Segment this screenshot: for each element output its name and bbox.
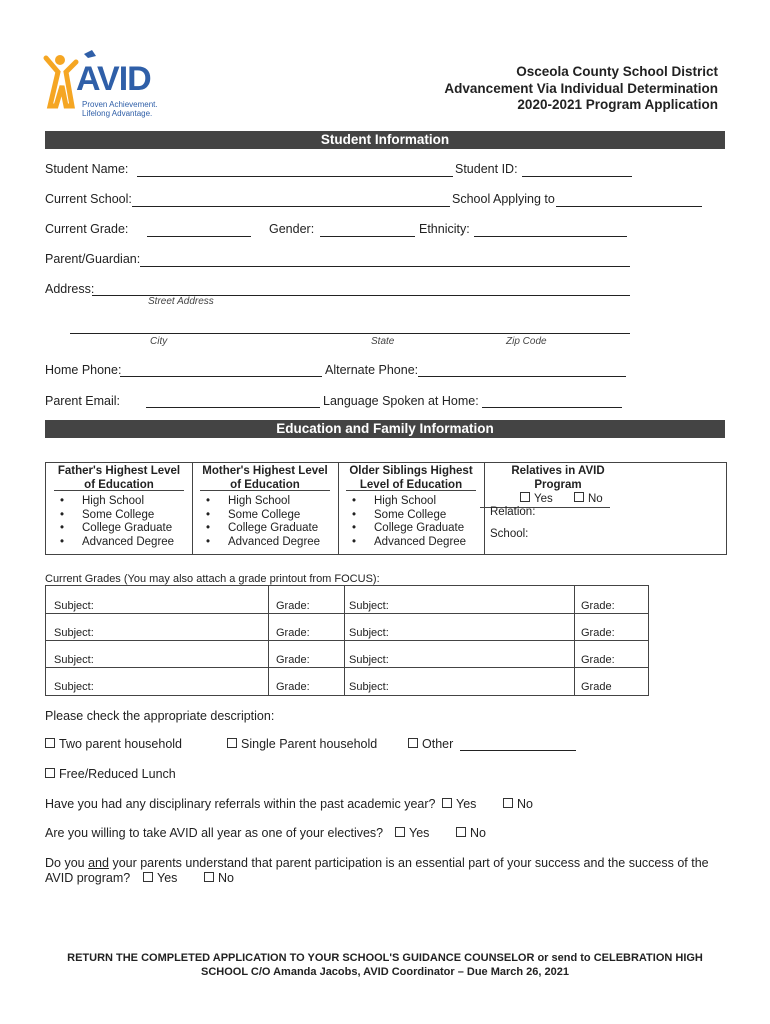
parent-email-label: Parent Email: bbox=[45, 394, 121, 408]
city-state-zip-field[interactable] bbox=[70, 333, 630, 334]
grades-row[interactable] bbox=[46, 667, 648, 694]
grades-row[interactable] bbox=[46, 640, 648, 668]
grade-label: Grade: bbox=[276, 600, 310, 612]
home-phone-label: Home Phone: bbox=[45, 363, 122, 377]
language-label: Language Spoken at Home: bbox=[323, 394, 479, 408]
logo-tagline-1: Proven Achievement. bbox=[82, 100, 158, 109]
participation-question-line1 bbox=[45, 856, 709, 870]
checkbox-icon[interactable] bbox=[143, 872, 153, 882]
relatives-header-1: Relatives in AVID bbox=[511, 465, 605, 477]
other-field[interactable] bbox=[460, 750, 576, 751]
father-header-1: Father's Highest Level bbox=[57, 465, 181, 477]
grades-table bbox=[45, 585, 649, 696]
no-label: No bbox=[517, 797, 533, 811]
ethnicity-label: Ethnicity: bbox=[419, 222, 470, 236]
header-district: Osceola County School District bbox=[516, 64, 718, 79]
education-table bbox=[45, 462, 727, 555]
current-grade-field[interactable] bbox=[147, 236, 251, 237]
yes-label: Yes bbox=[409, 826, 430, 840]
grade-label: Grade: bbox=[581, 600, 615, 612]
participation-question-line2: AVID program? bbox=[45, 871, 131, 885]
free-lunch-label: Free/Reduced Lunch bbox=[59, 767, 176, 781]
no-label: No bbox=[470, 826, 486, 840]
parent-guardian-field[interactable] bbox=[140, 266, 630, 267]
disciplinary-question: Have you had any disciplinary referrals within the past academic year? bbox=[45, 797, 436, 811]
q3-part-c: your parents understand that parent participation is an essential part of your success and the success of the bbox=[112, 856, 709, 870]
checkbox-icon[interactable] bbox=[442, 798, 452, 808]
logo-tagline-2: Lifelong Advantage. bbox=[82, 109, 153, 118]
checkbox-icon[interactable] bbox=[45, 738, 55, 748]
state-caption: State bbox=[371, 336, 395, 347]
student-name-label: Student Name: bbox=[45, 162, 129, 176]
checkbox-icon[interactable] bbox=[45, 768, 55, 778]
siblings-column bbox=[338, 463, 485, 554]
relatives-yes[interactable] bbox=[520, 492, 553, 505]
other-label: Other bbox=[422, 737, 454, 751]
subject-label: Subject: bbox=[54, 627, 94, 639]
avid-logo bbox=[42, 48, 162, 120]
option-some-college[interactable]: • Some College bbox=[60, 509, 174, 523]
relatives-no-label: No bbox=[588, 493, 603, 505]
disciplinary-no[interactable] bbox=[503, 797, 533, 811]
subject-label: Subject: bbox=[54, 600, 94, 612]
free-lunch-option[interactable] bbox=[45, 767, 176, 781]
subject-label: Subject: bbox=[349, 600, 389, 612]
option-advanced-degree[interactable]: • Advanced Degree bbox=[60, 536, 174, 550]
relatives-header-2: Program bbox=[534, 479, 582, 491]
grade-label: Grade: bbox=[581, 654, 615, 666]
school-label: School: bbox=[490, 528, 529, 540]
mother-header-1: Mother's Highest Level bbox=[202, 465, 328, 477]
elective-question: Are you willing to take AVID all year as one of your electives? bbox=[45, 826, 384, 840]
school-applying-label: School Applying to bbox=[452, 192, 555, 206]
header-application: 2020-2021 Program Application bbox=[517, 97, 718, 112]
relatives-column bbox=[484, 463, 632, 554]
participation-no[interactable] bbox=[204, 871, 234, 885]
city-caption: City bbox=[150, 336, 168, 347]
single-parent-label: Single Parent household bbox=[241, 737, 378, 751]
option-high-school[interactable]: • High School bbox=[206, 495, 320, 509]
option-college-graduate[interactable]: • College Graduate bbox=[352, 522, 466, 536]
no-label: No bbox=[218, 871, 234, 885]
grade-label: Grade: bbox=[276, 627, 310, 639]
grade-label: Grade bbox=[581, 681, 612, 693]
parent-guardian-label: Parent/Guardian: bbox=[45, 252, 141, 266]
address-label: Address: bbox=[45, 282, 95, 296]
option-high-school[interactable]: • High School bbox=[352, 495, 466, 509]
current-grade-label: Current Grade: bbox=[45, 222, 129, 236]
grades-row[interactable] bbox=[46, 613, 648, 641]
disciplinary-yes[interactable] bbox=[442, 797, 476, 811]
checkbox-icon[interactable] bbox=[204, 872, 214, 882]
subject-label: Subject: bbox=[349, 627, 389, 639]
grades-row[interactable] bbox=[46, 586, 648, 614]
grade-label: Grade: bbox=[276, 654, 310, 666]
option-some-college[interactable]: • Some College bbox=[206, 509, 320, 523]
parent-email-field[interactable] bbox=[146, 407, 320, 408]
q3-part-a: Do you bbox=[45, 856, 85, 870]
two-parent-label: Two parent household bbox=[59, 737, 183, 751]
student-id-label: Student ID: bbox=[455, 162, 518, 176]
header-program: Advancement Via Individual Determination bbox=[444, 81, 718, 96]
grade-label: Grade: bbox=[581, 627, 615, 639]
checkbox-icon[interactable] bbox=[503, 798, 513, 808]
footer-line-2: SCHOOL C/O Amanda Jacobs, AVID Coordinator – Due March 26, 2021 bbox=[201, 966, 569, 978]
mother-header-2: of Education bbox=[230, 479, 300, 491]
subject-label: Subject: bbox=[349, 654, 389, 666]
relation-label: Relation: bbox=[490, 506, 536, 518]
ethnicity-field[interactable] bbox=[474, 236, 627, 237]
option-college-graduate[interactable]: • College Graduate bbox=[206, 522, 320, 536]
gender-field[interactable] bbox=[320, 236, 415, 237]
subject-label: Subject: bbox=[54, 654, 94, 666]
language-field[interactable] bbox=[482, 407, 622, 408]
street-address-caption: Street Address bbox=[148, 296, 214, 307]
checkbox-icon[interactable] bbox=[456, 827, 466, 837]
mother-options[interactable] bbox=[206, 495, 320, 549]
subject-label: Subject: bbox=[349, 681, 389, 693]
q3-part-and: and bbox=[88, 856, 109, 870]
home-phone-field[interactable] bbox=[120, 376, 322, 377]
alternate-phone-label: Alternate Phone: bbox=[325, 363, 419, 377]
yes-label: Yes bbox=[456, 797, 477, 811]
footer-line-1: RETURN THE COMPLETED APPLICATION TO YOUR SCHOOL'S GUIDANCE COUNSELOR or send to CELEBRATION HIGH bbox=[67, 952, 703, 964]
education-bar: Education and Family Information bbox=[45, 420, 725, 438]
siblings-options[interactable] bbox=[352, 495, 466, 549]
father-options[interactable] bbox=[60, 495, 174, 549]
gender-label: Gender: bbox=[269, 222, 315, 236]
current-school-field[interactable] bbox=[132, 206, 450, 207]
student-name-field[interactable] bbox=[137, 176, 453, 177]
father-header-2: of Education bbox=[84, 479, 154, 491]
yes-label: Yes bbox=[157, 871, 178, 885]
option-college-graduate[interactable]: • College Graduate bbox=[60, 522, 174, 536]
option-high-school[interactable]: • High School bbox=[60, 495, 174, 509]
student-info-bar: Student Information bbox=[45, 131, 725, 149]
siblings-header-1: Older Siblings Highest bbox=[349, 465, 473, 477]
current-school-label: Current School: bbox=[45, 192, 132, 206]
option-advanced-degree[interactable]: • Advanced Degree bbox=[206, 536, 320, 550]
grades-caption: Current Grades (You may also attach a grade printout from FOCUS): bbox=[45, 573, 380, 585]
father-column bbox=[46, 463, 193, 554]
alternate-phone-field[interactable] bbox=[418, 376, 626, 377]
checkbox-icon[interactable] bbox=[408, 738, 418, 748]
checkbox-icon[interactable] bbox=[227, 738, 237, 748]
checkbox-icon[interactable] bbox=[574, 492, 584, 502]
elective-no[interactable] bbox=[456, 826, 486, 840]
option-some-college[interactable]: • Some College bbox=[352, 509, 466, 523]
school-applying-field[interactable] bbox=[556, 206, 702, 207]
relatives-no[interactable] bbox=[574, 492, 603, 505]
checkbox-icon[interactable] bbox=[395, 827, 405, 837]
grade-label: Grade: bbox=[276, 681, 310, 693]
mother-column bbox=[192, 463, 339, 554]
two-parent-option[interactable] bbox=[45, 737, 182, 751]
siblings-header-2: Level of Education bbox=[359, 479, 463, 491]
zip-caption: Zip Code bbox=[506, 336, 547, 347]
other-option[interactable] bbox=[408, 737, 453, 751]
relatives-yes-label: Yes bbox=[534, 493, 553, 505]
student-id-field[interactable] bbox=[522, 176, 632, 177]
checkbox-icon[interactable] bbox=[520, 492, 530, 502]
subject-label: Subject: bbox=[54, 681, 94, 693]
logo-wordmark: AVID bbox=[76, 60, 151, 98]
participation-yes[interactable] bbox=[143, 871, 177, 885]
elective-yes[interactable] bbox=[395, 826, 429, 840]
household-prompt: Please check the appropriate description: bbox=[45, 709, 275, 723]
option-advanced-degree[interactable]: • Advanced Degree bbox=[352, 536, 466, 550]
single-parent-option[interactable] bbox=[227, 737, 377, 751]
